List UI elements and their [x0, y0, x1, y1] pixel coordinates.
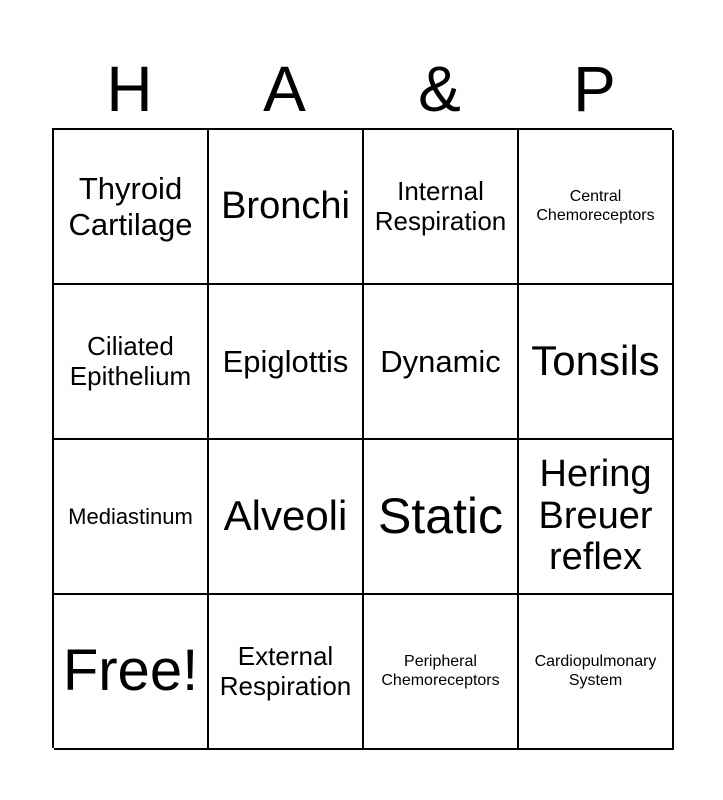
- header-letter-h: H: [106, 53, 153, 125]
- bingo-header: [52, 50, 672, 128]
- cell-label: Alveoli: [223, 492, 348, 540]
- header-letter-ampersand: &: [418, 53, 461, 125]
- cell-label: Tonsils: [531, 337, 660, 385]
- bingo-cell[interactable]: [519, 285, 674, 440]
- bingo-cell[interactable]: [519, 595, 674, 750]
- bingo-cell[interactable]: [364, 595, 519, 750]
- cell-label: Ciliated Epithelium: [69, 330, 192, 391]
- header-letter-p: P: [573, 53, 616, 125]
- cell-label: Internal Respiration: [374, 175, 507, 236]
- bingo-cell[interactable]: [364, 285, 519, 440]
- bingo-cell[interactable]: [519, 440, 674, 595]
- cell-label: External Respiration: [219, 640, 352, 701]
- bingo-cell[interactable]: [519, 130, 674, 285]
- cell-label: Free!: [62, 638, 199, 704]
- cell-label: Static: [377, 487, 504, 544]
- bingo-cell[interactable]: [54, 440, 209, 595]
- cell-label: Hering Breuer reflex: [538, 452, 653, 579]
- bingo-cell[interactable]: [54, 130, 209, 285]
- cell-label: Cardiopulmonary System: [534, 653, 657, 689]
- cell-label: Thyroid Cartilage: [68, 170, 193, 242]
- cell-label: Bronchi: [221, 184, 350, 227]
- bingo-cell[interactable]: [364, 440, 519, 595]
- cell-label: Peripheral Chemoreceptors: [381, 653, 500, 689]
- bingo-cell[interactable]: [54, 285, 209, 440]
- bingo-cell[interactable]: [209, 130, 364, 285]
- cell-label: Central Chemoreceptors: [536, 188, 655, 224]
- cell-label: Epiglottis: [222, 343, 349, 379]
- bingo-cell-free[interactable]: [54, 595, 209, 750]
- bingo-cell[interactable]: [209, 595, 364, 750]
- bingo-cell[interactable]: [364, 130, 519, 285]
- bingo-cell[interactable]: [209, 285, 364, 440]
- cell-label: Mediastinum: [68, 503, 193, 529]
- bingo-board: [52, 128, 672, 748]
- cell-label: Dynamic: [380, 343, 501, 379]
- bingo-cell[interactable]: [209, 440, 364, 595]
- header-letter-a: A: [263, 53, 306, 125]
